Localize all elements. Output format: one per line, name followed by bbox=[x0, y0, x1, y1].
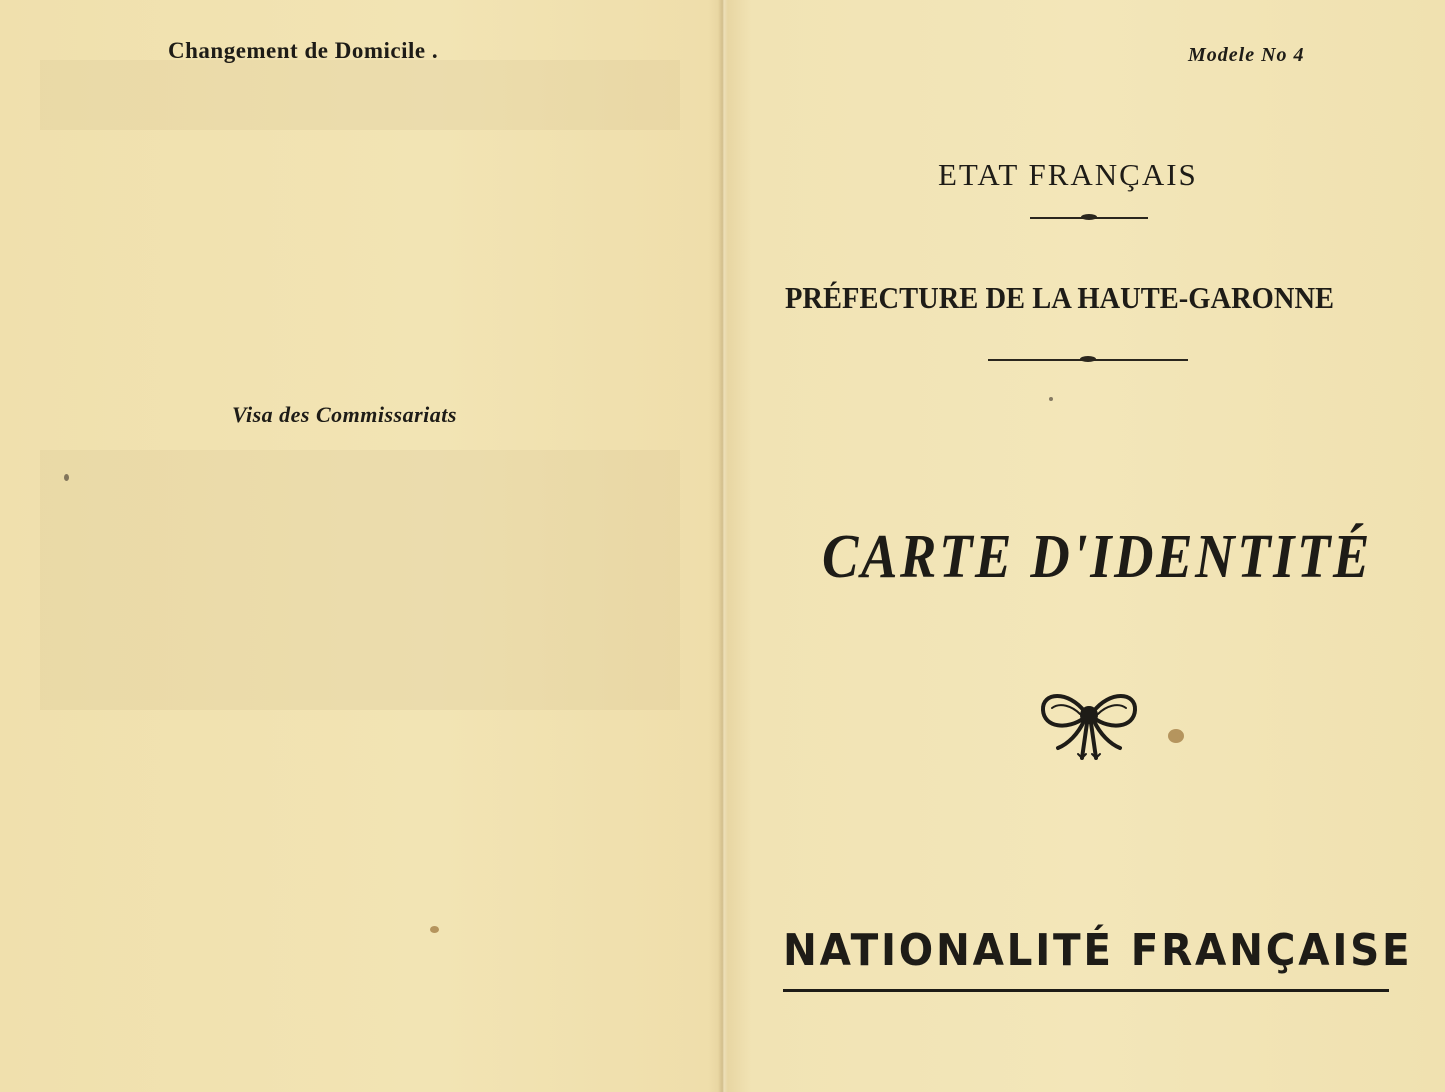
ribbon-bow-icon bbox=[1038, 688, 1140, 764]
nationality-heading: NATIONALITÉ FRANÇAISE bbox=[783, 925, 1413, 976]
paper-speck bbox=[430, 926, 439, 933]
paper-speck bbox=[1049, 397, 1053, 401]
document-title: CARTE D'IDENTITÉ bbox=[822, 523, 1373, 591]
prefecture-heading: PRÉFECTURE DE LA HAUTE-GARONNE bbox=[785, 280, 1335, 315]
rule-knot bbox=[1080, 356, 1096, 362]
center-fold bbox=[718, 0, 728, 1092]
ghost-print-top bbox=[40, 60, 680, 130]
paper-speck bbox=[64, 474, 69, 481]
model-number: Modele No 4 bbox=[1188, 44, 1305, 66]
nationality-underline bbox=[783, 989, 1389, 992]
paper-speck bbox=[1168, 729, 1184, 743]
ornamental-rule-1 bbox=[1030, 217, 1148, 219]
change-of-address-heading: Changement de Domicile . bbox=[168, 38, 439, 63]
rule-knot bbox=[1081, 214, 1097, 220]
ghost-print-middle bbox=[40, 450, 680, 710]
state-heading: ETAT FRANÇAIS bbox=[938, 157, 1198, 192]
ornamental-rule-2 bbox=[988, 359, 1188, 361]
visa-label: Visa des Commissariats bbox=[232, 402, 457, 427]
